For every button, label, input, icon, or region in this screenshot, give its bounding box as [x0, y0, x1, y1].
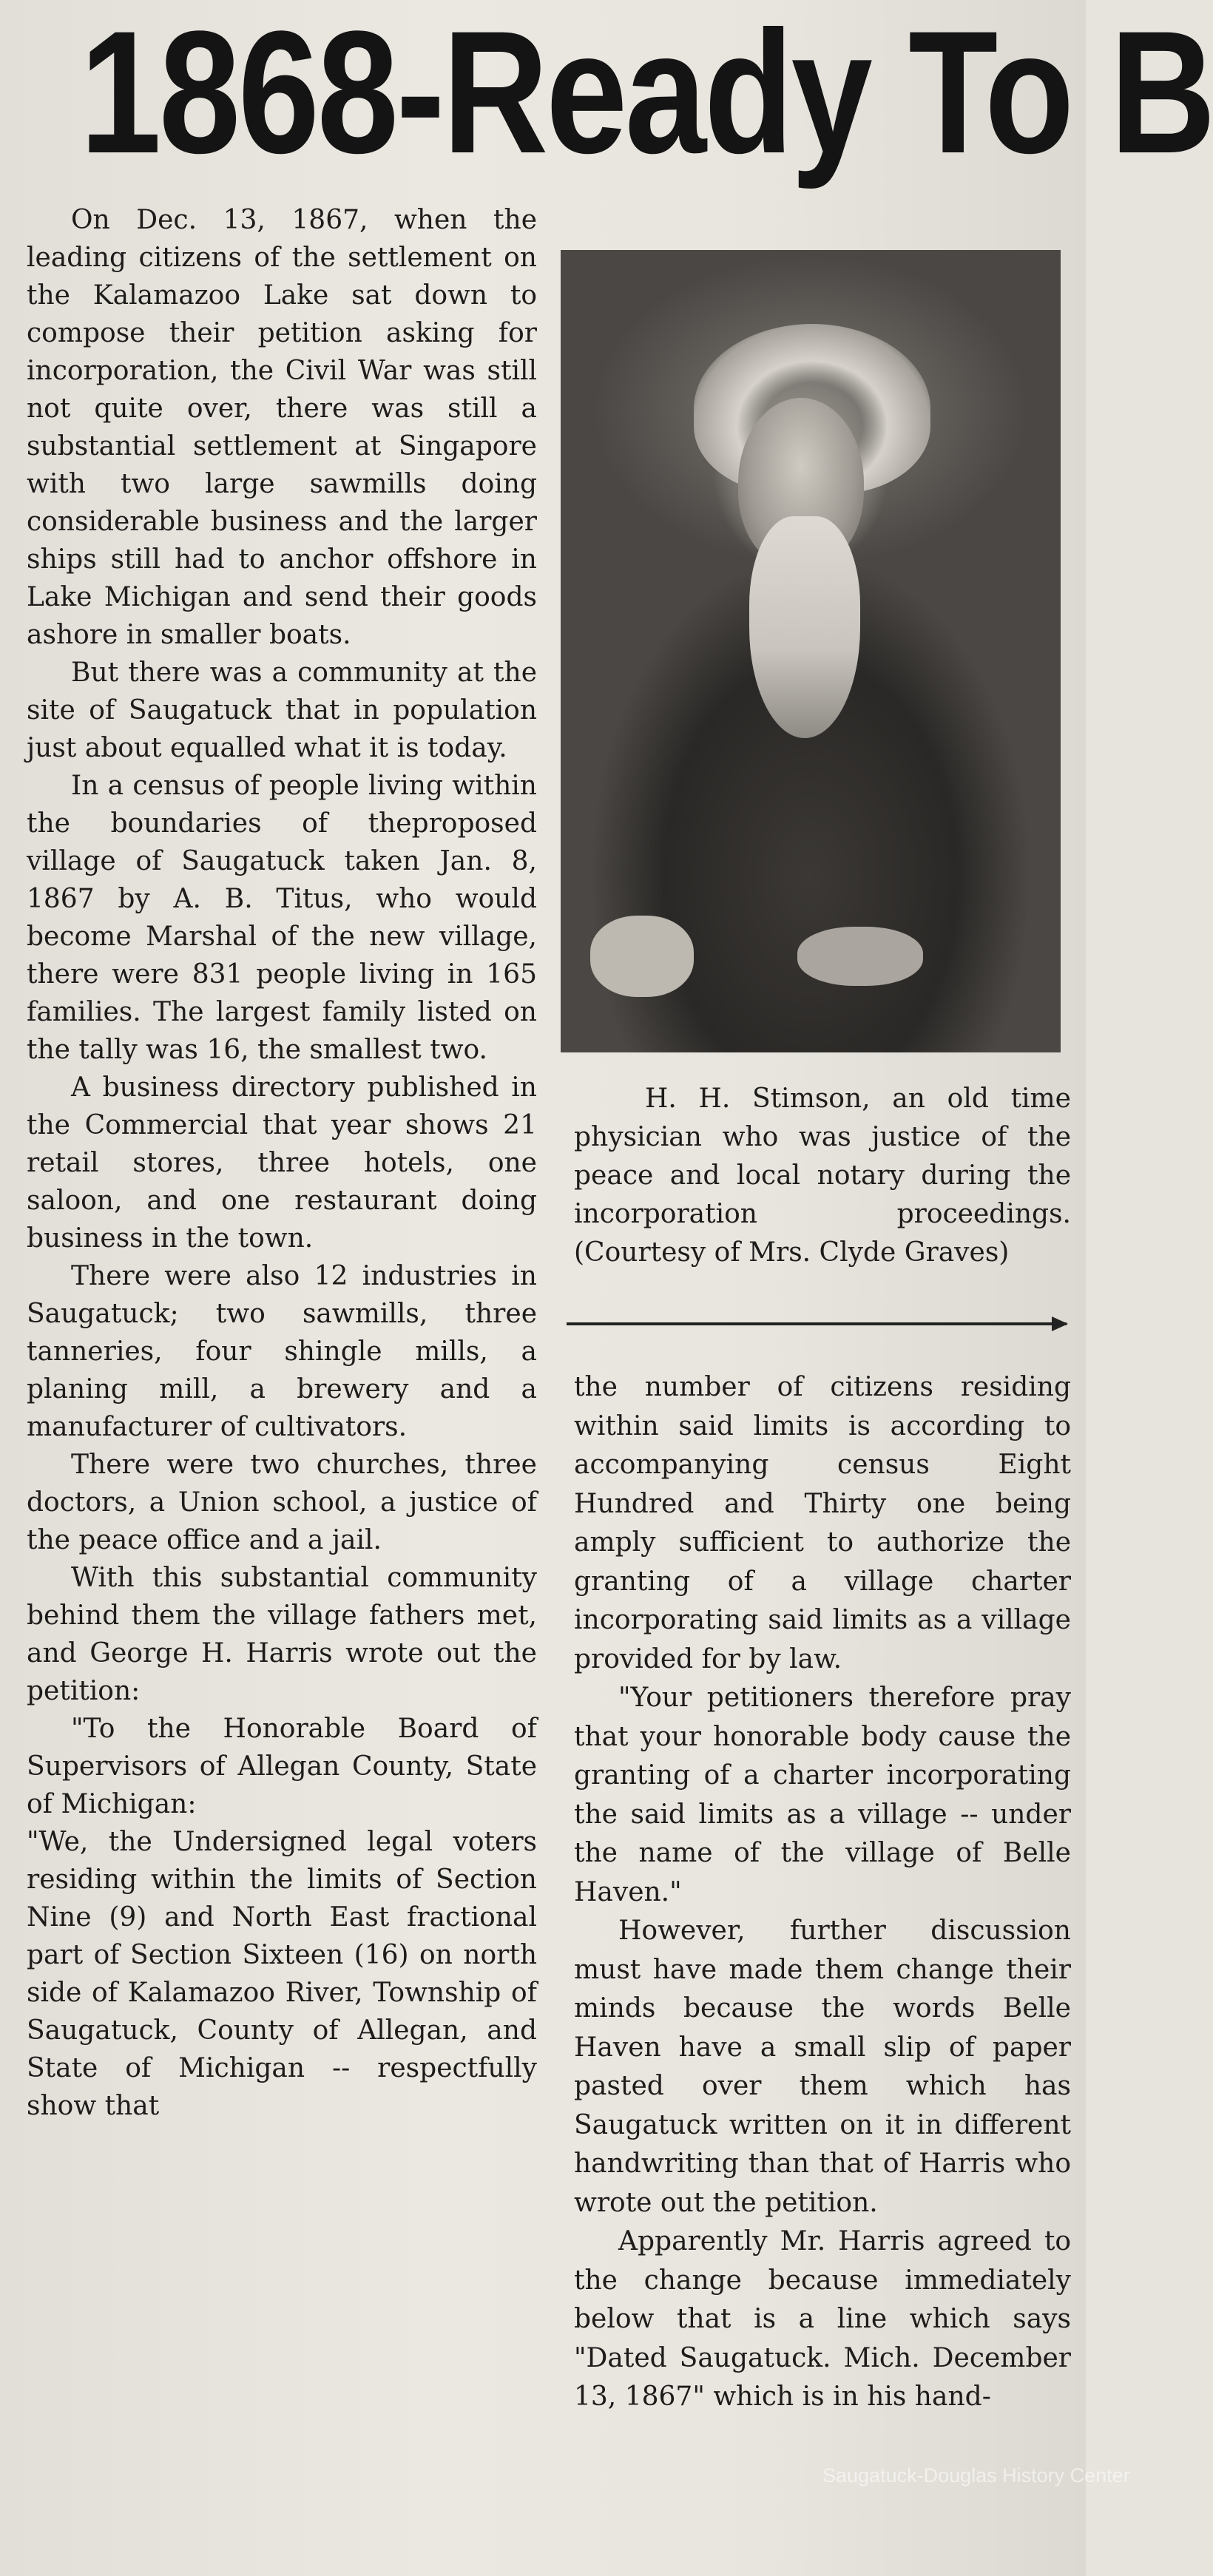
divider-arrow-icon: [1052, 1316, 1068, 1331]
paragraph: "Your petitioners therefore pray that your honorable body cause the granting of a charter incorporating the said limits as a village -- under the name of the village of Belle Haven.": [574, 1683, 1071, 1907]
headline: 1868-Ready To B: [80, 0, 1213, 190]
paragraph: A business directory published in the Commercial that year shows 21 retail stores, three hotels, one saloon, and one restaurant doing business in the town.: [27, 1072, 537, 1254]
left-article-column: [27, 201, 537, 2125]
right-article-column: [574, 1368, 1071, 2417]
paragraph: With this substantial community behind them the village fathers met, and George H. Harris wrote out the petition:: [27, 1563, 537, 1706]
paragraph: But there was a community at the site of Saugatuck that in population just about equalled what it is today.: [27, 657, 537, 763]
portrait-hand: [797, 927, 923, 986]
paragraph: On Dec. 13, 1867, when the leading citizens of the settlement on the Kalamazoo Lake sat down to compose their petition asking for incorporation, the Civil War was still not quite over, there was still a substantial settlement at Singapore with two large sawmills doing considerable business and the larger ships still had to anchor offshore in Lake Michigan and send their goods ashore in smaller boats.: [27, 205, 537, 650]
paragraph: There were also 12 industries in Saugatuck; two sawmills, three tanneries, four shingle mills, a planing mill, a brewery and a manufacturer of cultivators.: [27, 1261, 537, 1442]
petition-salutation: "To the Honorable Board of Supervisors of Allegan County, State of Michigan:: [27, 1714, 537, 1819]
portrait-hand: [590, 916, 694, 997]
petition-text: "We, the Undersigned legal voters residing within the limits of Section Nine (9) and North East fractional part of Section Sixteen (16) on north side of Kalamazoo River, Township of Saugatuck, County of Allegan, and State of Michigan -- respectfully show that: [27, 1827, 537, 2121]
photo-caption-text: H. H. Stimson, an old time physician who was justice of the peace and local notary during the incorporation proceedings. (Courtesy of Mrs. Clyde Graves): [574, 1084, 1071, 1268]
paragraph: the number of citizens residing within said limits is according to accompanying census Eight Hundred and Thirty one being amply sufficient to authorize the granting of a village charter incorporating said limits as a village provided for by law.: [574, 1372, 1071, 1674]
paragraph: There were two churches, three doctors, a Union school, a justice of the peace office and a jail.: [27, 1450, 537, 1555]
portrait-beard: [749, 516, 860, 738]
paragraph: Apparently Mr. Harris agreed to the change because immediately below that is a line which says "Dated Saugatuck. Mich. December 13, 1867" which is in his hand-: [574, 2226, 1071, 2412]
watermark: Saugatuck-Douglas History Center: [822, 2464, 1130, 2487]
paragraph: In a census of people living within the boundaries of theproposed village of Saugatuck taken Jan. 8, 1867 by A. B. Titus, who would become Marshal of the new village, there were 831 people living in 165 families. The largest family listed on the tally was 16, the smallest two.: [27, 771, 537, 1065]
section-divider: [567, 1322, 1067, 1325]
photo-caption: [574, 1080, 1071, 1272]
paragraph: However, further discussion must have made them change their minds because the words Belle Haven have a small slip of paper pasted over them which has Saugatuck written on it in different handwriting than that of Harris who wrote out the petition.: [574, 1916, 1071, 2218]
portrait-photo: [561, 250, 1061, 1052]
